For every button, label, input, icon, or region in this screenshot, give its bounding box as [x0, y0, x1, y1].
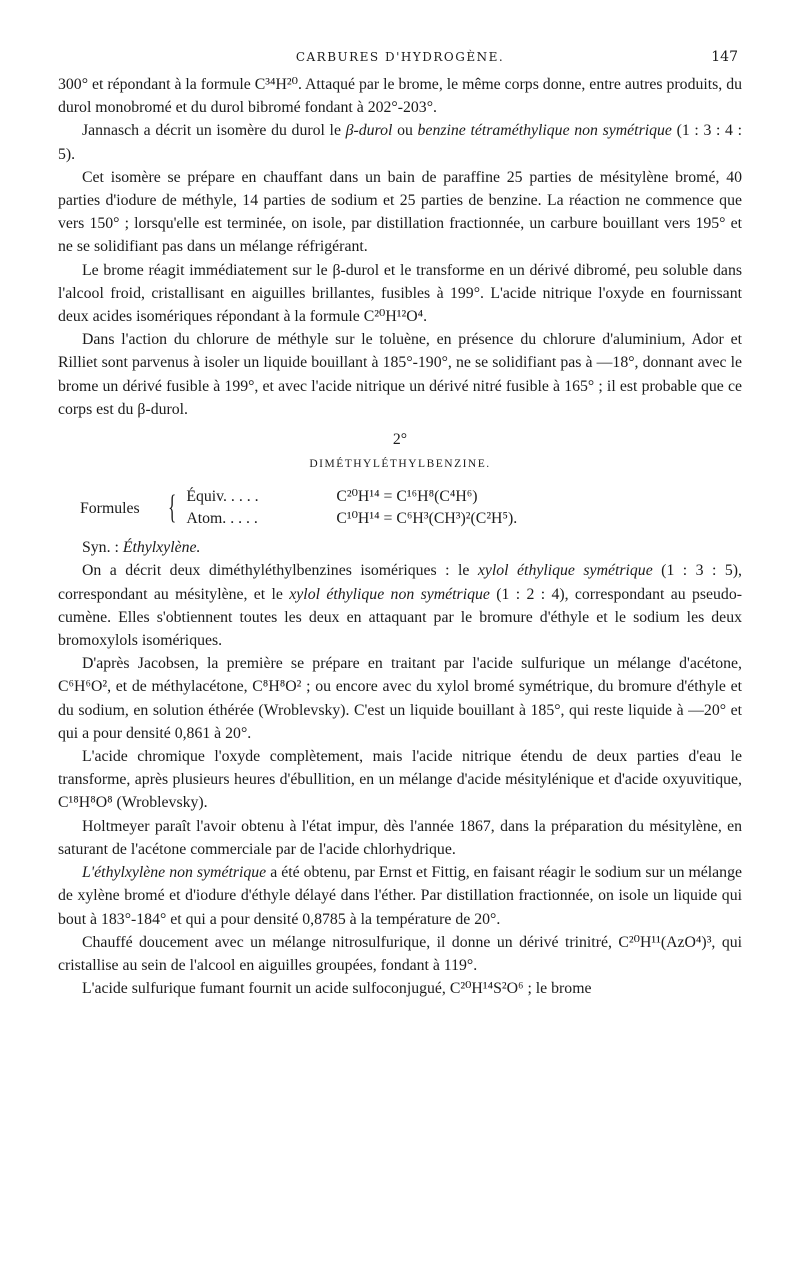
text-run: Holtmeyer paraît l'avoir obtenu à l'état impur, dès l'année 1867, dans la préparation du mésitylène, en saturant de l'acétone commerciale par de l'acide chlorhydrique. — [58, 817, 742, 858]
text-run: L'acide sulfurique fumant fournit un acide sulfoconjugué, C²⁰H¹⁴S²O⁶ ; le brome — [82, 980, 592, 998]
paragraph — [58, 166, 742, 259]
text-run: On a décrit deux diméthyléthylbenzines isomériques : le — [82, 562, 478, 580]
italic-run: β-durol — [345, 122, 393, 140]
italic-run: xylol éthylique symétrique — [477, 562, 653, 580]
page-number: 147 — [711, 49, 738, 65]
text-run: ou — [392, 122, 418, 140]
text-run: Le brome réagit immédiatement sur le β-durol et le transforme en un dérivé dibromé, peu soluble dans l'alcool froid, cristallisant en aiguilles brillantes, fusibles à 199°. L'acide nitrique l'oxyde en fournissant deux acides isomériques répondant à la formule C²⁰H¹²O⁴. — [58, 261, 742, 326]
body-text — [58, 73, 742, 1000]
formula-lines — [186, 486, 517, 530]
paragraph — [58, 977, 742, 1000]
paragraph — [58, 815, 742, 861]
formula-row-atom — [186, 508, 517, 530]
formula-row-equiv — [186, 486, 517, 508]
text-run: (1 : 3 : 4 : 5). — [58, 122, 743, 163]
text-run: Cet isomère se prépare en chauffant dans un bain de paraffine 25 parties de mésitylène bromé, 40 parties d'iodure de méthyle, 14 parties de sodium et 25 parties de benzine. La réaction ne commence que vers 150° ; lorsqu'elle est terminée, on isole, par distillation fractionnée, un carbure bouillant vers 195° et ne se solidifiant pas dans un mélange réfrigérant. — [58, 168, 742, 256]
text-run: Chauffé doucement avec un mélange nitrosulfurique, il donne un dérivé trinitré, C²⁰H¹¹(AzO⁴)³, qui cristallise au sein de l'alcool en aiguilles groupées, fondant à 119°. — [58, 933, 742, 974]
paragraph — [58, 931, 742, 977]
text-run: (1 : 2 : 4), correspondant au pseudo-cumène. Elles s'obtiennent toutes les deux en attaquant par le bromure d'éthyle et le sodium les deux bromoxylols isomériques. — [58, 585, 742, 650]
text-run: 300° et répondant à la formule C³⁴H²⁰. Attaqué par le brome, le même corps donne, entre autres produits, du durol monobromé et du durol bibromé fondant à 202°-203°. — [58, 76, 742, 117]
synonym-name: Éthylxylène. — [122, 539, 201, 557]
running-head: CARBURES D'HYDROGÈNE. — [295, 50, 505, 64]
text-run: a été obtenu, par Ernst et Fittig, en faisant réagir le sodium sur un mélange de xylène bromé et d'iodure d'éthyle délayé dans l'éther. Par distillation fractionnée, on isole un liquide qui bout à 183°-184° et qui a pour densité 0,8785 à la température de 20°. — [58, 864, 742, 928]
curly-brace-icon: { — [168, 489, 177, 527]
paragraphs-bottom — [58, 559, 742, 1000]
italic-run: L'éthylxylène non symétrique — [82, 864, 267, 882]
text-run: Dans l'action du chlorure de méthyle sur le toluène, en présence du chlorure d'aluminium, Ador et Rilliet sont parvenus à isoler un liquide bouillant à 185°-190°, ne se solidifiant pas à —18°, donnant avec le brome un dérivé fusible à 199°, et avec l'acide nitrique un dérivé nitré fusible à 165° ; il est probable que ce corps est du β-durol. — [58, 331, 742, 418]
paragraph — [58, 73, 742, 119]
formula-block — [80, 486, 742, 530]
paragraph — [58, 328, 742, 421]
paragraph — [58, 559, 742, 652]
section-number: 2° — [392, 431, 408, 449]
italic-run: xylol éthylique non symétrique — [289, 585, 490, 603]
paragraph — [58, 119, 742, 165]
text-run: Jannasch a décrit un isomère du durol le — [82, 122, 346, 140]
paragraph — [58, 745, 742, 815]
text-run: D'après Jacobsen, la première se prépare en traitant par l'acide sulfurique un mélange d'acétone, C⁶H⁶O², et de méthylacétone, C⁸H⁸O² ; ou encore avec du xylol bromé symétrique, du bromure d'éthyle et du sodium, en solution éthérée (Wroblevsky). C'est un liquide bouillant à 185°, qui reste liquide à —20° et qui a pour densité 0,861 à 20°. — [58, 655, 742, 742]
paragraph — [58, 861, 742, 931]
section-title: DIMÉTHYLÉTHYLBENZINE. — [309, 458, 491, 471]
paragraphs-top — [58, 73, 742, 421]
formula-value: C¹⁰H¹⁴ = C⁶H³(CH³)²(C²H⁵). — [336, 510, 518, 528]
synonym-prefix: Syn. : — [82, 539, 123, 557]
formulas-label: Formules — [80, 499, 140, 517]
formula-value: C²⁰H¹⁴ = C¹⁶H⁸(C⁴H⁶) — [336, 488, 478, 506]
formula-kind: Équiv. . . . . — [186, 488, 259, 506]
text-run: (1 : 3 : 5), correspondant au mésitylène, et le — [58, 562, 742, 603]
formula-kind: Atom. . . . . — [186, 510, 258, 528]
text-run: L'acide chromique l'oxyde complètement, mais l'acide nitrique étendu de deux parties d'eau le transforme, après plusieurs heures d'ébullition, en un mélange d'acide mésitylénique et d'acide oxyuvitique, C¹⁸H⁸O⁸ (Wroblevsky). — [58, 748, 742, 812]
italic-run: benzine tétraméthylique non symétrique — [417, 122, 672, 140]
paragraph — [58, 259, 742, 329]
paragraph — [58, 652, 742, 745]
synonym-line — [58, 536, 742, 559]
